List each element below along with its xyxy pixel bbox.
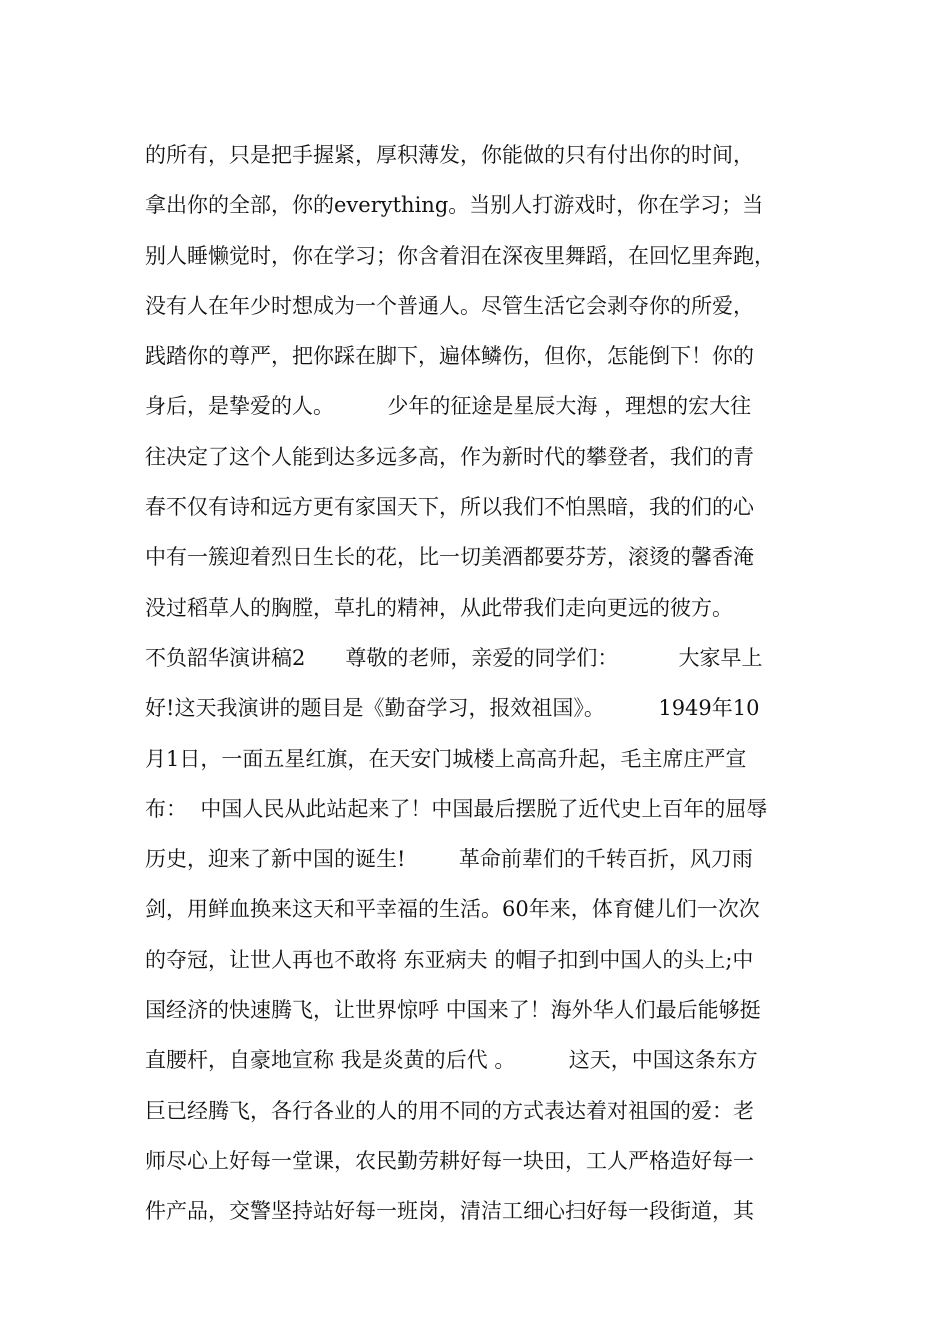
text-line: 的夺冠，让世人再也不敢将 东亚病夫 的帽子扣到中国人的头上;中 — [145, 947, 754, 972]
text-line: 没有人在年少时想成为一个普通人。尽管生活它会剥夺你的所爱， — [145, 293, 754, 318]
text-line: 往决定了这个人能到达多远多高，作为新时代的攀登者，我们的青 — [145, 444, 754, 469]
text-line: 践踏你的尊严，把你踩在脚下，遍体鳞伤，但你，怎能倒下！你的 — [145, 344, 754, 369]
text-line: 春不仅有诗和远方更有家国天下，所以我们不怕黑暗，我的们的心 — [145, 495, 754, 520]
text-line: 的所有，只是把手握紧，厚积薄发，你能做的只有付出你的时间， — [145, 143, 754, 167]
text-line: 件产品，交警坚持站好每一班岗，清洁工细心扫好每一段街道，其 — [145, 1199, 754, 1224]
text-line: 好!这天我演讲的题目是《勤奋学习，报效祖国》。 1949年10 — [145, 696, 760, 721]
text-line: 中有一簇迎着烈日生长的花，比一切美酒都要芬芳，滚烫的馨香淹 — [145, 545, 754, 570]
text-line: 拿出你的全部，你的everything。当别人打游戏时，你在学习；当 — [145, 193, 764, 218]
body-text — [145, 130, 825, 1237]
text-line: 历史，迎来了新中国的诞生! 革命前辈们的千转百折，风刀雨 — [145, 847, 753, 872]
text-line: 没过稻草人的胸膛，草扎的精神，从此带我们走向更远的彼方。 — [145, 595, 733, 620]
text-line: 剑，用鲜血换来这天和平幸福的生活。60年来，体育健儿们一次次 — [145, 897, 760, 922]
text-line: 国经济的快速腾飞，让世界惊呼 中国来了！海外华人们最后能够挺 — [145, 998, 761, 1023]
text-line: 布： 中国人民从此站起来了！中国最后摆脱了近代史上百年的屈辱 — [145, 796, 768, 821]
text-line: 别人睡懒觉时，你在学习；你含着泪在深夜里舞蹈，在回忆里奔跑， — [145, 243, 775, 268]
text-line: 月1日，一面五星红旗，在天安门城楼上高高升起，毛主席庄严宣 — [145, 746, 747, 771]
text-line: 巨已经腾飞，各行各业的人的用不同的方式表达着对祖国的爱：老 — [145, 1098, 754, 1123]
text-line: 师尽心上好每一堂课，农民勤劳耕好每一块田，工人严格造好每一 — [145, 1148, 754, 1173]
text-line: 身后，是挚爱的人。 少年的征途是星辰大海 ，理想的宏大往 — [145, 394, 752, 419]
text-line: 不负韶华演讲稿2 尊敬的老师，亲爱的同学们： 大家早上 — [145, 645, 763, 670]
text-line: 直腰杆，自豪地宣称 我是炎黄的后代 。 这天，中国这条东方 — [145, 1048, 758, 1073]
